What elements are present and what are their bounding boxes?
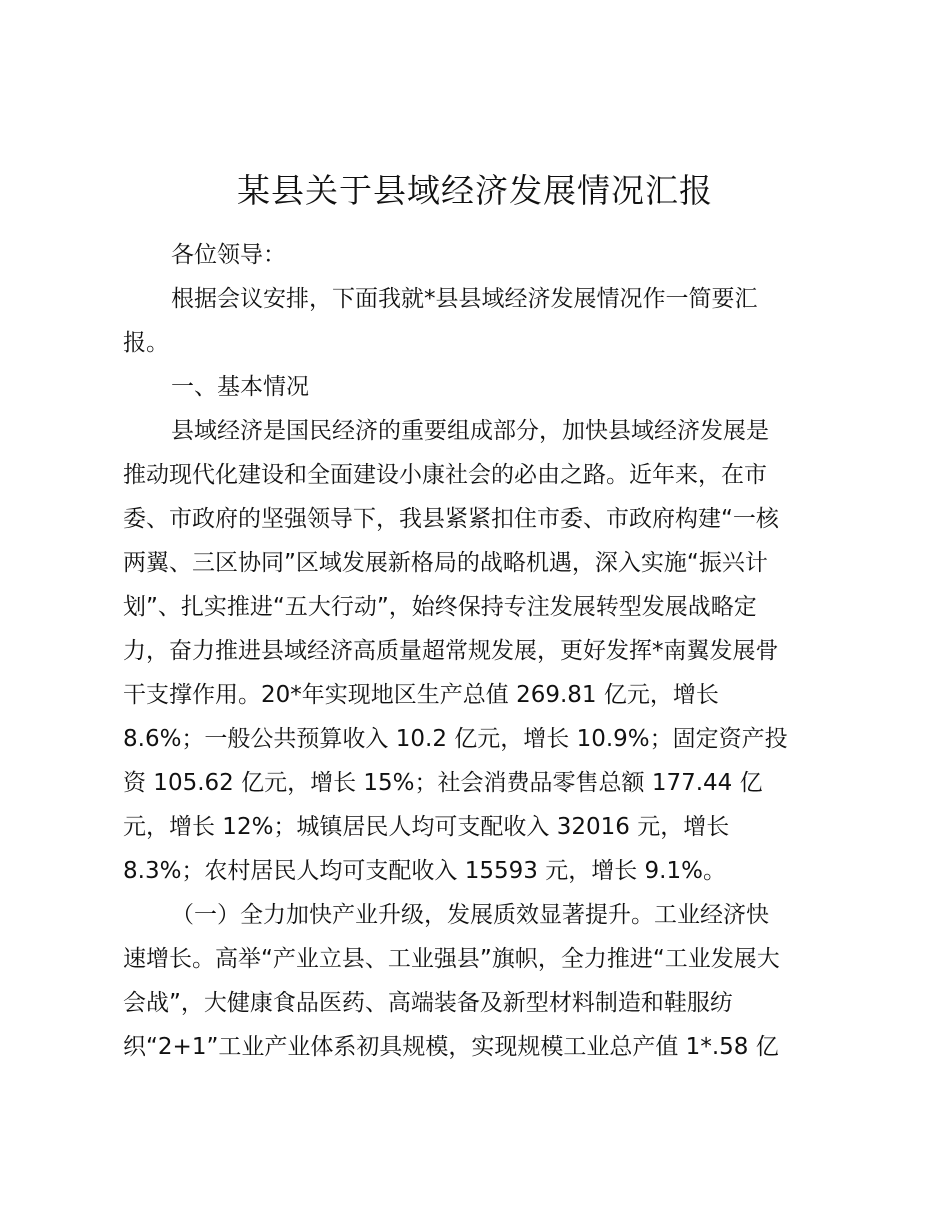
document-title: 某县关于县域经济发展情况汇报 [237, 171, 713, 210]
paragraph-line: 力，奋力推进县域经济高质量超常规发展，更好发挥*南翼发展骨 [123, 638, 779, 664]
paragraph-line: 资 105.62 亿元，增长 15%；社会消费品零售总额 177.44 亿 [123, 770, 763, 796]
section-heading: 一、基本情况 [171, 374, 309, 400]
paragraph-line: 委、市政府的坚强领导下，我县紧紧扣住市委、市政府构建“一核 [123, 506, 779, 532]
paragraph-line: 速增长。高举“产业立县、工业强县”旗帜，全力推进“工业发展大 [123, 946, 780, 972]
salutation: 各位领导： [171, 242, 286, 268]
paragraph-line: 报。 [123, 330, 169, 356]
paragraph-line: 8.3%；农村居民人均可支配收入 15593 元，增长 9.1%。 [123, 858, 726, 884]
paragraph-line: 干支撑作用。20*年实现地区生产总值 269.81 亿元，增长 [123, 682, 719, 708]
paragraph-line: 元，增长 12%；城镇居民人均可支配收入 32016 元，增长 [123, 814, 730, 840]
paragraph-line: 织“2+1”工业产业体系初具规模，实现规模工业总产值 1*.58 亿 [123, 1034, 779, 1060]
paragraph-line: 会战”，大健康食品医药、高端装备及新型材料制造和鞋服纺 [123, 990, 733, 1016]
paragraph-line: 8.6%；一般公共预算收入 10.2 亿元，增长 10.9%；固定资产投 [123, 726, 788, 752]
document-body [123, 233, 835, 1069]
paragraph-line: 划”、扎实推进“五大行动”，始终保持专注发展转型发展战略定 [123, 594, 757, 620]
paragraph-line: 两翼、三区协同”区域发展新格局的战略机遇，深入实施“振兴计 [123, 550, 768, 576]
subsection-line: （一）全力加快产业升级，发展质效显著提升。工业经济快 [171, 902, 769, 928]
paragraph-line: 县域经济是国民经济的重要组成部分，加快县域经济发展是 [171, 418, 769, 444]
paragraph-line: 根据会议安排，下面我就*县县域经济发展情况作一简要汇 [171, 286, 758, 312]
paragraph-line: 推动现代化建设和全面建设小康社会的必由之路。近年来，在市 [123, 462, 767, 488]
